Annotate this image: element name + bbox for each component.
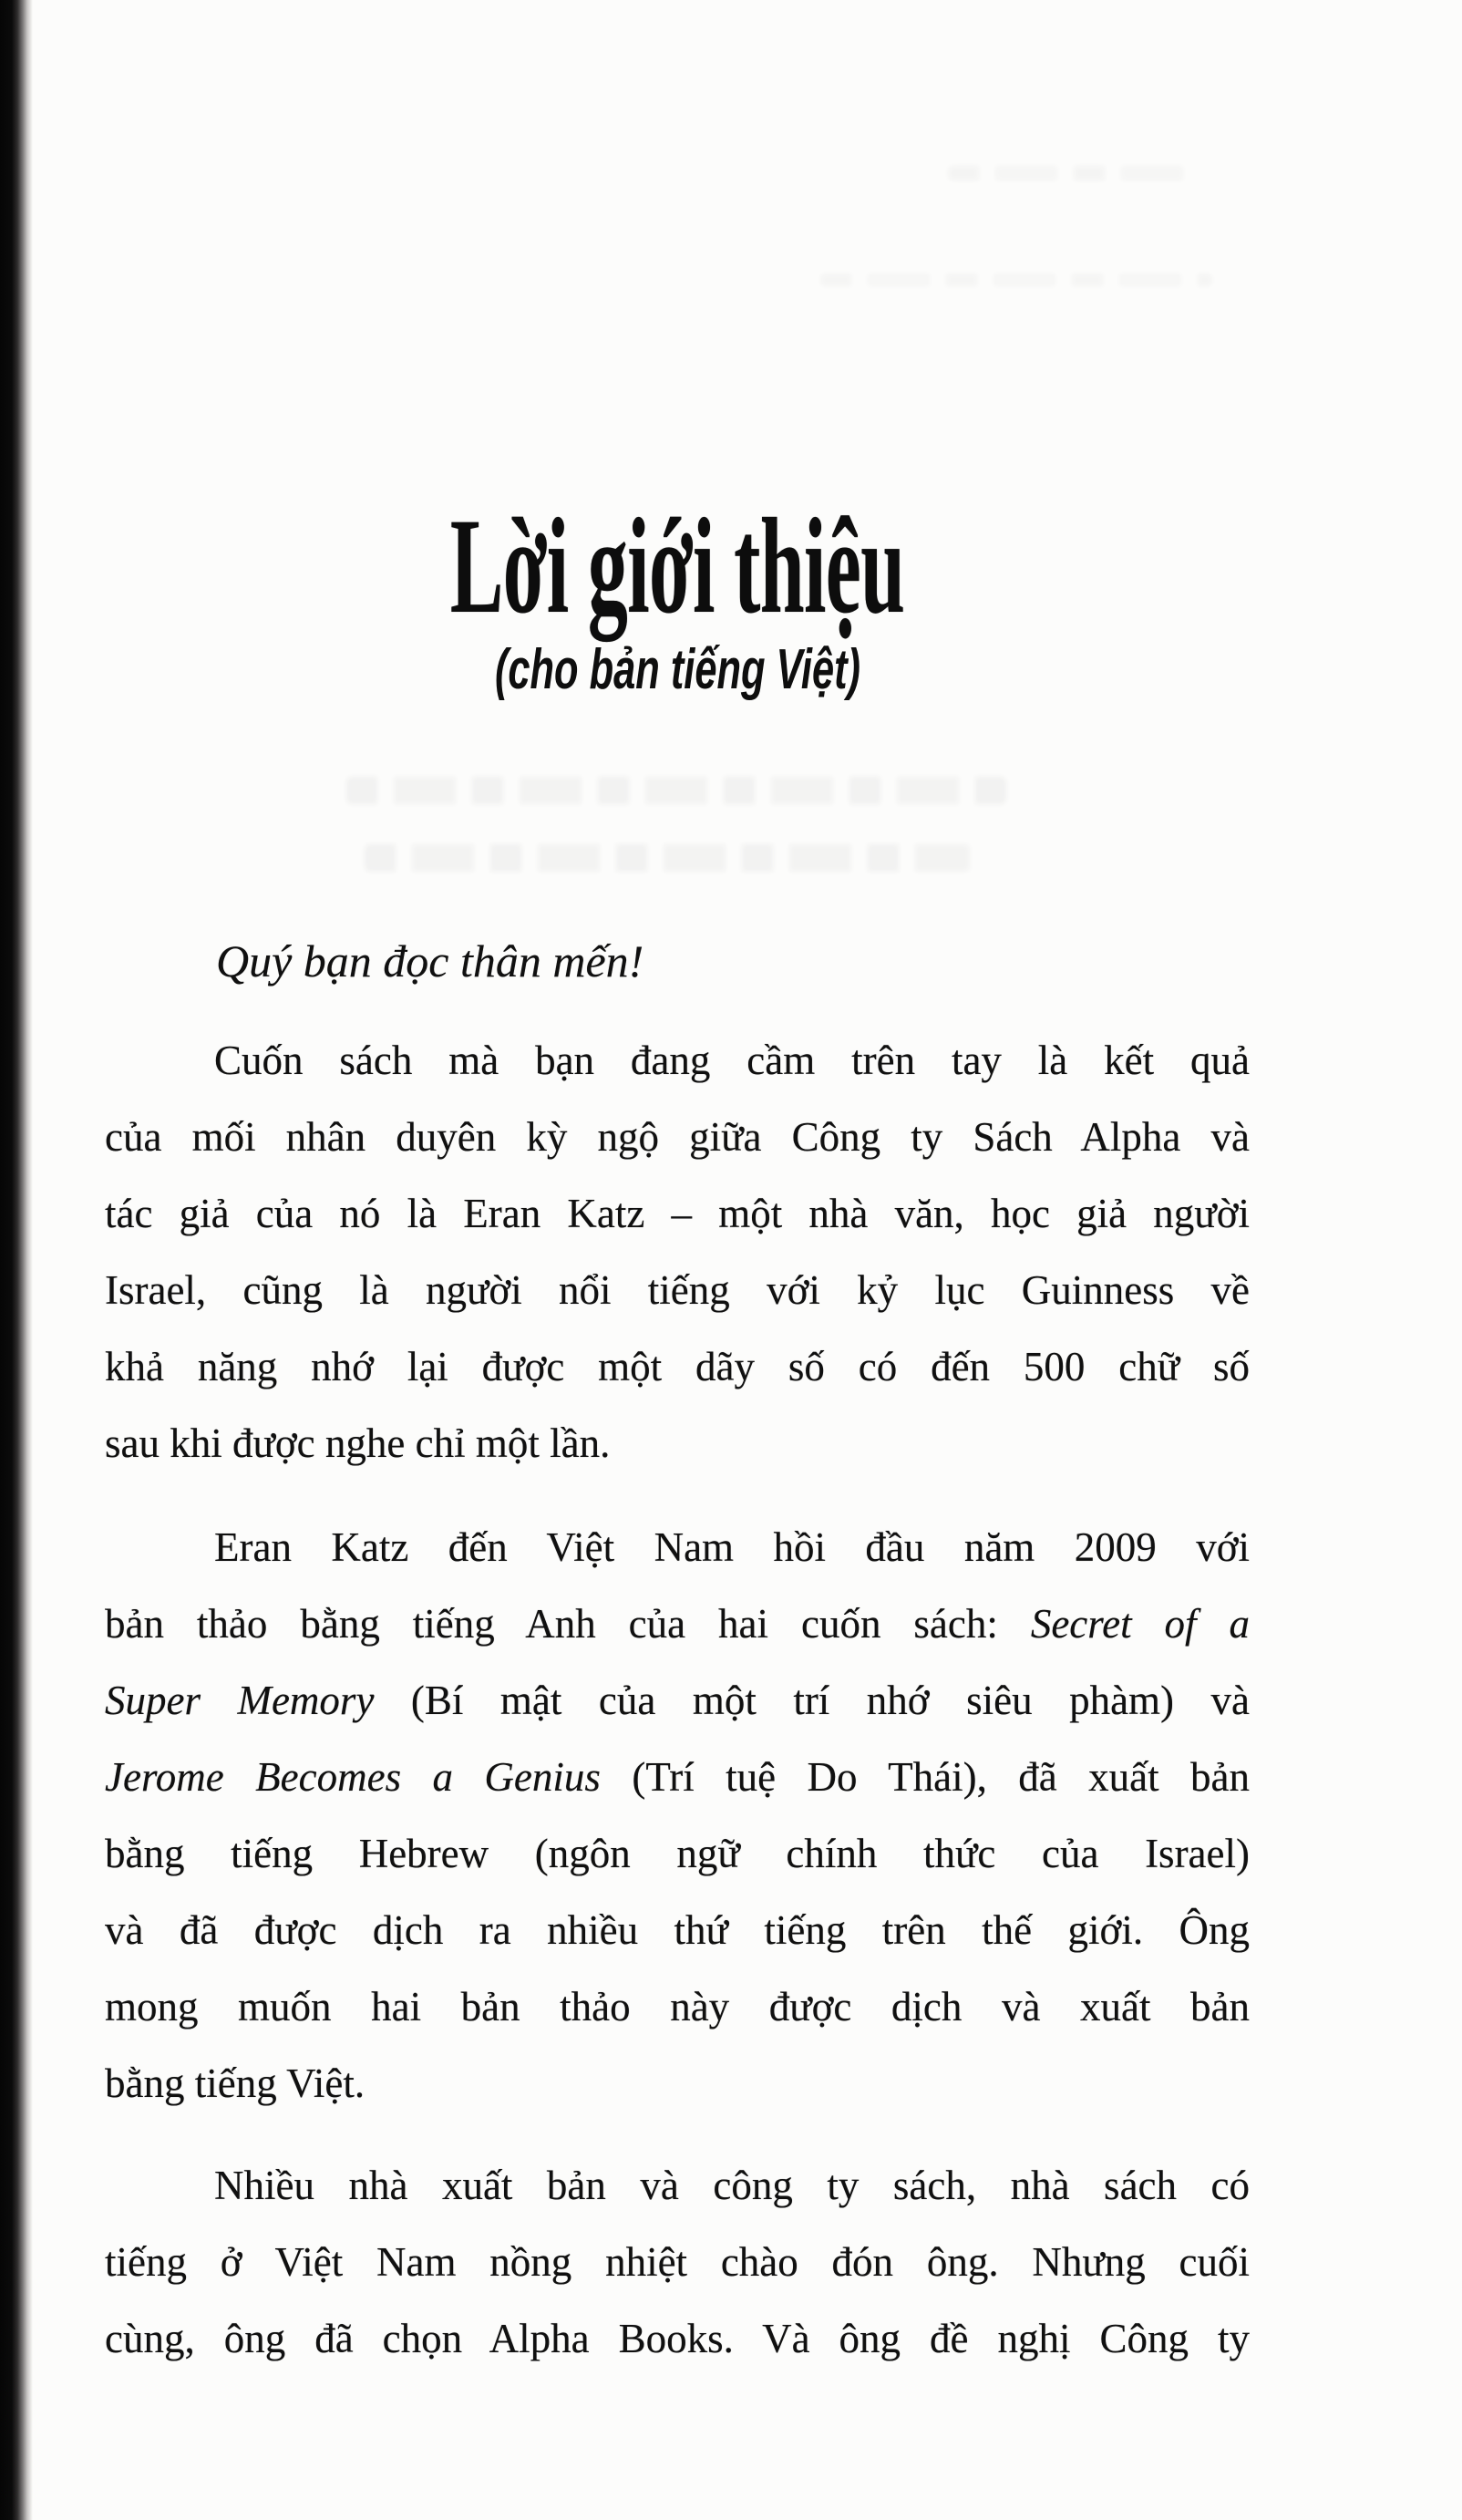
text-line: và đã được dịch ra nhiều thứ tiếng trên thế giới. Ông	[105, 1907, 1250, 1953]
bleed-through-mark	[820, 274, 1212, 286]
text-line: bằng tiếng Hebrew (ngôn ngữ chính thức của Israel)	[105, 1831, 1250, 1876]
text-line: tiếng ở Việt Nam nồng nhiệt chào đón ông. Nhưng cuối	[105, 2239, 1250, 2285]
book-title-italic: Secret of a	[1030, 1601, 1250, 1647]
page-subtitle: (cho bản tiếng Việt)	[494, 638, 860, 701]
page-title-row	[105, 491, 1250, 642]
text-line: sau khi được nghe chỉ một lần.	[105, 1420, 611, 1466]
text-line: bằng tiếng Việt.	[105, 2060, 366, 2106]
intro-paragraph-2	[105, 1509, 1250, 2122]
text-line	[105, 1662, 1250, 1739]
book-title-italic: Jerome Becomes a Genius	[105, 1754, 601, 1800]
book-gutter-shadow	[0, 0, 33, 2520]
text-line: của mối nhân duyên kỳ ngộ giữa Công ty Sách Alpha và	[105, 1114, 1250, 1160]
text-segment: (Bí mật của một trí nhớ siêu phàm) và	[374, 1678, 1250, 1723]
text-segment: bản thảo bằng tiếng Anh của hai cuốn sách:	[105, 1601, 1031, 1647]
book-title-italic: Super Memory	[105, 1678, 375, 1723]
bleed-through-mark	[346, 777, 1006, 804]
bleed-through-mark	[948, 166, 1194, 181]
text-line	[105, 1739, 1250, 1815]
text-line: cùng, ông đã chọn Alpha Books. Và ông đề nghị Công ty	[105, 2316, 1250, 2361]
text-segment: (Trí tuệ Do Thái), đã xuất bản	[600, 1754, 1250, 1800]
salutation: Quý bạn đọc thân mến!	[216, 935, 644, 986]
text-line: tác giả của nó là Eran Katz – một nhà văn, học giả người	[105, 1191, 1250, 1236]
page-subtitle-row	[105, 638, 1250, 702]
page-title: Lời giới thiệu	[449, 491, 905, 642]
text-line: mong muốn hai bản thảo này được dịch và xuất bản	[105, 1984, 1250, 2029]
text-line: Cuốn sách mà bạn đang cầm trên tay là kết quả	[214, 1038, 1250, 1083]
intro-paragraph-1	[105, 1022, 1250, 1482]
text-line: Eran Katz đến Việt Nam hồi đầu năm 2009 với	[214, 1524, 1250, 1570]
text-line: khả năng nhớ lại được một dãy số có đến 500 chữ số	[105, 1344, 1250, 1389]
intro-paragraph-3	[105, 2147, 1250, 2377]
text-line	[105, 1585, 1250, 1662]
text-line: Nhiều nhà xuất bản và công ty sách, nhà sách có	[214, 2163, 1250, 2208]
bleed-through-mark	[365, 844, 970, 872]
text-line: Israel, cũng là người nổi tiếng với kỷ lục Guinness về	[105, 1267, 1250, 1313]
